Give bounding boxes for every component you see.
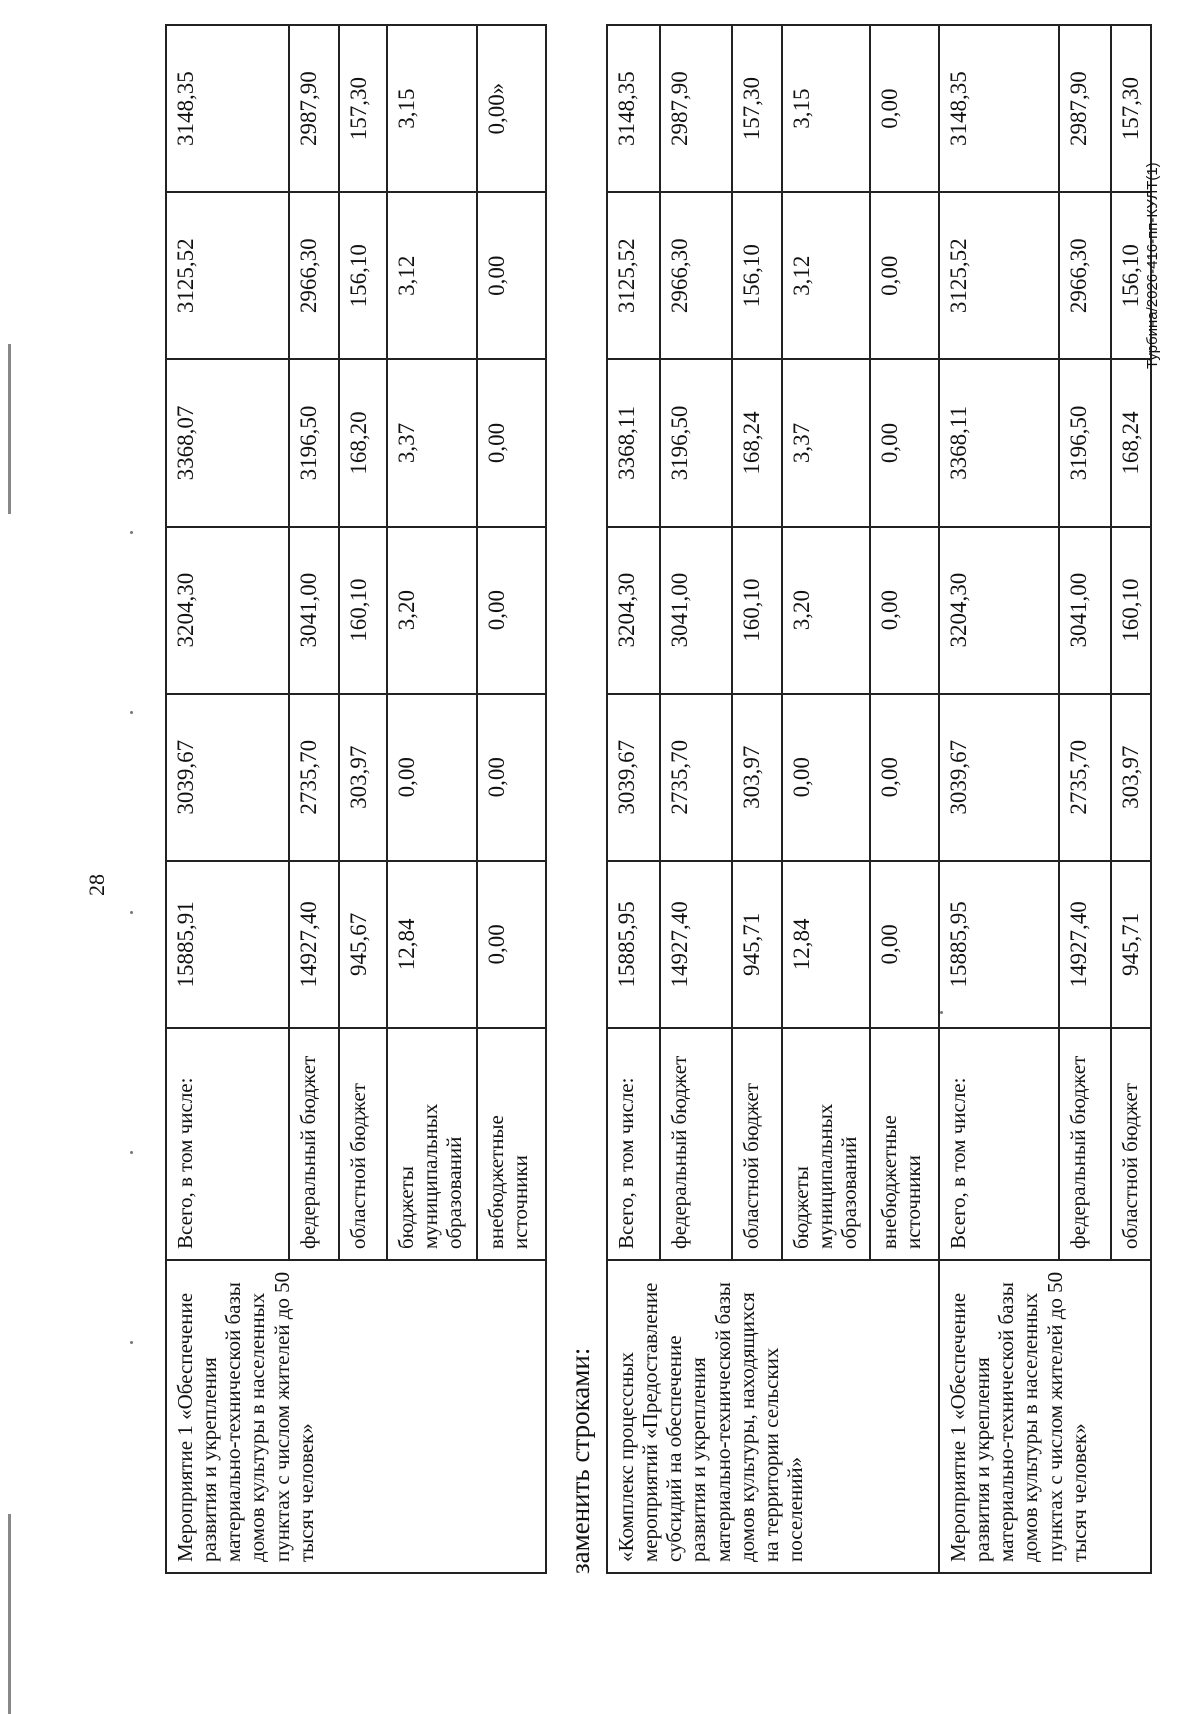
value-cell: 3204,30: [939, 527, 1059, 694]
value-cell: 0,00: [477, 861, 546, 1028]
value-cell: 0,00: [870, 694, 939, 861]
value-cell: 168,24: [1111, 359, 1151, 526]
value-cell: 12,84: [782, 861, 870, 1028]
value-cell: 3041,00: [1059, 527, 1111, 694]
source-cell: федеральный бюджет: [1059, 1028, 1111, 1260]
value-cell: 15885,91: [166, 861, 289, 1028]
value-cell: 14927,40: [660, 861, 732, 1028]
value-cell: 3125,52: [607, 192, 660, 359]
value-cell: 3204,30: [607, 527, 660, 694]
value-cell: 157,30: [339, 25, 387, 192]
table-1: [165, 24, 547, 1574]
source-cell: внебюджетные источники: [870, 1028, 939, 1260]
value-cell: 3,20: [782, 527, 870, 694]
value-cell: 168,20: [339, 359, 387, 526]
value-cell: 160,10: [1111, 527, 1151, 694]
value-cell: 2735,70: [660, 694, 732, 861]
value-cell: 3041,00: [660, 527, 732, 694]
value-cell: 2735,70: [1059, 694, 1111, 861]
value-cell: 2987,90: [1059, 25, 1111, 192]
value-cell: 3,15: [782, 25, 870, 192]
value-cell: 0,00: [870, 359, 939, 526]
value-cell: 3125,52: [166, 192, 289, 359]
value-cell: 3039,67: [607, 694, 660, 861]
table-2: [606, 24, 1152, 1574]
source-cell: бюджеты муниципальных образований: [387, 1028, 477, 1260]
table-row: [166, 25, 289, 1573]
value-cell: 2987,90: [660, 25, 732, 192]
value-cell: 0,00: [870, 192, 939, 359]
source-cell: Всего, в том числе:: [166, 1028, 289, 1260]
complex-title-cell: «Комплекс процессных мероприятий «Предоставление субсидий на обеспечение развития и укрепления материально-технической базы домов культуры, находящихся на территории сельских поселений»: [607, 1260, 939, 1573]
value-cell: 3368,11: [939, 359, 1059, 526]
value-cell: 0,00: [477, 359, 546, 526]
value-cell: 0,00: [477, 527, 546, 694]
value-cell: 3148,35: [166, 25, 289, 192]
event-title-cell: Мероприятие 1 «Обеспечение развития и укрепления материально-технической базы домов культуры в населенных пунктах с числом жителей до 50 тысяч человек»: [939, 1260, 1151, 1573]
value-cell: 3,37: [782, 359, 870, 526]
value-cell: 303,97: [339, 694, 387, 861]
value-cell: 168,24: [732, 359, 782, 526]
footer-code: Турбина/2026-416-пп-КУЛТ(1): [1144, 162, 1161, 369]
value-cell: 2966,30: [289, 192, 339, 359]
scan-edge-mark: [8, 1514, 11, 1714]
value-cell: 15885,95: [607, 861, 660, 1028]
value-cell: 156,10: [732, 192, 782, 359]
value-cell: 3,12: [387, 192, 477, 359]
value-cell: 3039,67: [166, 694, 289, 861]
scan-speck: [130, 1151, 133, 1154]
value-cell: 3,20: [387, 527, 477, 694]
scan-speck: [130, 911, 133, 914]
table-row: [607, 25, 660, 1573]
value-cell: 157,30: [732, 25, 782, 192]
source-cell: Всего, в том числе:: [607, 1028, 660, 1260]
value-cell: 3,15: [387, 25, 477, 192]
value-cell: 3204,30: [166, 527, 289, 694]
replace-heading: заменить строками:: [565, 1347, 595, 1574]
value-cell: 0,00: [782, 694, 870, 861]
value-cell: 945,71: [732, 861, 782, 1028]
source-cell: федеральный бюджет: [660, 1028, 732, 1260]
value-cell: 156,10: [1111, 192, 1151, 359]
table-row: [939, 25, 1059, 1573]
value-cell: 303,97: [732, 694, 782, 861]
scan-speck: [130, 531, 133, 534]
source-cell: федеральный бюджет: [289, 1028, 339, 1260]
source-cell: областной бюджет: [1111, 1028, 1151, 1260]
value-cell: 3039,67: [939, 694, 1059, 861]
value-cell: 3196,50: [289, 359, 339, 526]
value-cell: 0,00: [477, 694, 546, 861]
value-cell: 3196,50: [1059, 359, 1111, 526]
value-cell: 0,00: [870, 527, 939, 694]
value-cell: 2987,90: [289, 25, 339, 192]
source-cell: внебюджетные источники: [477, 1028, 546, 1260]
value-cell: 14927,40: [1059, 861, 1111, 1028]
value-cell: 0,00: [870, 25, 939, 192]
value-cell: 3,37: [387, 359, 477, 526]
value-cell: 303,97: [1111, 694, 1151, 861]
source-cell: Всего, в том числе:: [939, 1028, 1059, 1260]
value-cell: 0,00: [387, 694, 477, 861]
value-cell: 2735,70: [289, 694, 339, 861]
source-cell: бюджеты муниципальных образований: [782, 1028, 870, 1260]
value-cell: 0,00»: [477, 25, 546, 192]
value-cell: 945,71: [1111, 861, 1151, 1028]
source-cell: областной бюджет: [339, 1028, 387, 1260]
scan-speck: [130, 1341, 133, 1344]
value-cell: 3,12: [782, 192, 870, 359]
value-cell: 3148,35: [939, 25, 1059, 192]
scan-speck: [130, 711, 133, 714]
value-cell: 0,00: [870, 861, 939, 1028]
value-cell: 0,00: [477, 192, 546, 359]
value-cell: 157,30: [1111, 25, 1151, 192]
value-cell: 156,10: [339, 192, 387, 359]
value-cell: 3148,35: [607, 25, 660, 192]
value-cell: 160,10: [732, 527, 782, 694]
value-cell: 15885,95: [939, 861, 1059, 1028]
source-cell: областной бюджет: [732, 1028, 782, 1260]
event-title-cell: Мероприятие 1 «Обеспечение развития и укрепления материально-технической базы домов культуры в населенных пунктах с числом жителей до 50 тысяч человек»: [166, 1260, 546, 1573]
scan-edge-mark: [8, 344, 11, 514]
value-cell: 945,67: [339, 861, 387, 1028]
value-cell: 3196,50: [660, 359, 732, 526]
value-cell: 14927,40: [289, 861, 339, 1028]
value-cell: 3041,00: [289, 527, 339, 694]
value-cell: 160,10: [339, 527, 387, 694]
value-cell: 3368,07: [166, 359, 289, 526]
value-cell: 2966,30: [1059, 192, 1111, 359]
value-cell: 12,84: [387, 861, 477, 1028]
page-number: 28: [84, 874, 109, 896]
value-cell: 3125,52: [939, 192, 1059, 359]
value-cell: 3368,11: [607, 359, 660, 526]
value-cell: 2966,30: [660, 192, 732, 359]
